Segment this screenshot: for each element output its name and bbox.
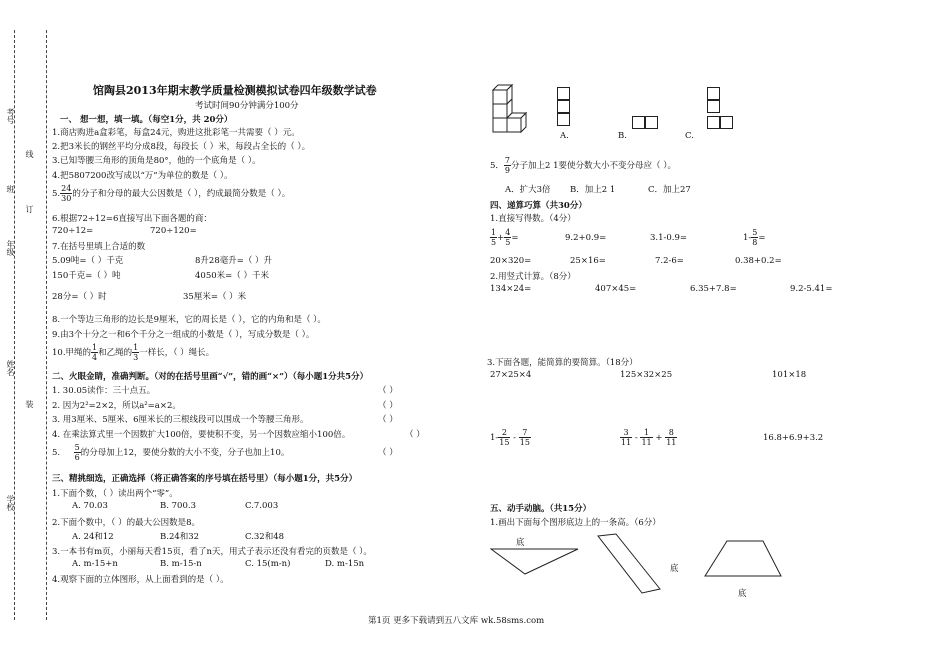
fraction: $\frac{1}{5}$: [491, 228, 497, 247]
fraction: $\frac{5}{6}$: [74, 443, 80, 462]
fraction: $\frac{1}{11}$: [641, 428, 652, 447]
section4-heading: 四、递算巧算（共30分）: [490, 201, 587, 211]
s3-q3-optC: C. 15(m-n): [245, 559, 291, 569]
s1-q7e: 28分=（ ）时: [52, 292, 107, 302]
margin-kaohao: 考号: [6, 108, 15, 124]
trapezoid-shape: [703, 540, 783, 581]
s2-paren2: （ ）: [378, 401, 398, 411]
s1-q7c: 150千克=（ ）吨: [52, 271, 121, 281]
optA-cell: [557, 100, 570, 113]
s4-e2: 9.2+0.9=: [565, 233, 607, 243]
section1-heading: 一、 想一想，填一填。（每空1分，共 20分）: [60, 115, 233, 125]
margin-ban: 班: [6, 185, 15, 193]
s3-q1-optB: B. 700.3: [160, 501, 196, 511]
optB-cell: [632, 116, 645, 129]
s2-paren5: （ ）: [378, 448, 398, 458]
s4-s3: 101×18: [772, 370, 807, 380]
margin-nianji: 年级: [6, 240, 15, 256]
s5-sub1: 1.画出下面每个图形底边上的一条高。（6分）: [490, 518, 661, 528]
fraction: $\frac{3}{11}$: [621, 428, 632, 447]
s3-q3-optD: D. m-15n: [325, 559, 365, 569]
s2-item4: 4. 在乘法算式里一个因数扩大100倍，要使积不变，另一个因数应缩小100倍。: [52, 430, 351, 440]
s1-q9: 9.由3个十分之一和6个千分之一组成的小数是（ ），写成分数是（ ）。: [52, 330, 315, 340]
s4-e8: 0.38+0.2=: [735, 256, 782, 266]
s4-s4: 1- $\frac{2}{15}$ - $\frac{7}{15}$: [490, 428, 530, 447]
s3-q2-optA: A. 24和12: [72, 532, 114, 542]
s3-q5-optB: B．加上2 1: [570, 185, 616, 195]
s4-v1: 134×24=: [490, 284, 532, 294]
margin-xian: 线: [25, 150, 34, 158]
s2-item1: 1. 30.05读作：三十点五。: [52, 386, 156, 396]
parallelogram-shape: [596, 533, 662, 600]
s3-q1-optC: C.7.003: [245, 501, 279, 511]
fraction: $\frac{24}{30}$: [61, 184, 72, 203]
s3-q4-optB: B.: [618, 131, 627, 141]
s4-s2: 125×32×25: [620, 370, 673, 380]
s4-s6: 16.8+6.9+3.2: [763, 433, 824, 443]
s2-item2: 2. 因为2²=2×2，所以a²=a×2。: [52, 401, 181, 411]
section3-heading: 三、精挑细选，正确选择（将正确答案的序号填在括号里）（每小题1分，共5分）: [52, 474, 358, 484]
s1-q5: 5. $\frac{24}{30}$ 的分子和分母的最大公因数是（ ），约成最简分数是（ ）。: [52, 184, 291, 203]
s3-q4: 4.观察下面的立体图形，从上面看到的是（ ）。: [52, 575, 229, 585]
triangle-base-label: 底: [516, 538, 525, 548]
s1-q1: 1.商店购进a盒彩笔，每盒24元，购进这批彩笔一共需要（ ）元。: [52, 128, 300, 138]
section5-heading: 五、动手动脑。（共15分）: [490, 504, 592, 514]
s3-q2-optC: C.32和48: [245, 532, 285, 542]
optA-cell: [557, 87, 570, 100]
s2-item3: 3. 用3厘米、5厘米、6厘米长的三根线段可以围成一个等腰三角形。: [52, 415, 309, 425]
margin-zhuang: 装: [25, 400, 34, 408]
s3-q2-optB: B.24和32: [160, 532, 200, 542]
s4-e7: 7.2-6=: [655, 256, 684, 266]
s3-q5-optC: C．加上27: [648, 185, 691, 195]
cube-figure-3d: [490, 82, 540, 142]
s4-e6: 25×16=: [570, 256, 606, 266]
s4-s5: $\frac{3}{11}$ - $\frac{1}{11}$ + $\frac{8}{11}$: [621, 428, 677, 447]
s4-e4: 1- $\frac{5}{8}$ =: [743, 228, 766, 247]
s3-q3-optA: A. m-15+n: [72, 559, 118, 569]
s4-sub3: 3.下面各题，能简算的要简算。（18分）: [487, 358, 638, 368]
s3-q3: 3.一本书有m页，小丽每天看15页，看了n天，用式子表示还没有看完的页数是（ ）。: [52, 547, 372, 557]
s3-q3-optB: B. m-15-n: [160, 559, 202, 569]
fraction: $\frac{1}{3}$: [133, 343, 139, 362]
s2-paren1: （ ）: [378, 386, 398, 396]
s1-q6b: 720÷120=: [150, 226, 197, 236]
s3-q2: 2.下面个数中，（ ）的最大公因数是8。: [52, 518, 200, 528]
s1-q8: 8.一个等边三角形的边长是9厘米，它的周长是（ ），它的内角和是（ ）。: [52, 315, 326, 325]
optC-cell: [707, 100, 720, 113]
s4-e3: 3.1-0.9=: [650, 233, 688, 243]
s1-q10: 10.甲绳的 $\frac{1}{4}$ 和乙绳的 $\frac{1}{3}$ 一样长，（ ）绳长。: [52, 343, 215, 362]
s1-q7d: 4050米=（ ）千米: [195, 271, 269, 281]
s2-item5: 5. $\frac{5}{6}$ 的分母加上12，要使分数的大小不变，分子也加上10。: [52, 443, 290, 462]
s4-s1: 27×25×4: [490, 370, 532, 380]
margin-xuexiao: 学校: [6, 495, 15, 511]
fraction: $\frac{8}{11}$: [666, 428, 677, 447]
s3-q4-optC: C.: [685, 131, 694, 141]
s4-e5: 20×320=: [490, 256, 532, 266]
triangle-shape: [490, 548, 580, 581]
s1-q7a: 5.09吨=（ ）千克: [52, 256, 124, 266]
s1-q2: 2.把3米长的钢丝平均分成8段，每段长（ ）米，每段占全长的（ ）。: [52, 142, 311, 152]
trapezoid-base-label: 底: [738, 589, 747, 599]
optA-cell: [557, 113, 570, 126]
s4-v4: 9.2-5.41=: [790, 284, 833, 294]
fraction: $\frac{2}{15}$: [499, 428, 510, 447]
binding-line-inner: [46, 30, 47, 620]
s1-q6: 6.根据72÷12=6直接写出下面各题的商：: [52, 214, 212, 224]
fraction: $\frac{1}{4}$: [92, 343, 98, 362]
exam-subtitle: 考试时间90分钟满分100分: [195, 101, 299, 111]
fraction: $\frac{5}{8}$: [752, 228, 758, 247]
page-footer: 第1页 更多下载请到五八文库 wk.58sms.com: [368, 616, 545, 626]
margin-ding: 订: [25, 205, 34, 213]
optB-cell: [645, 116, 658, 129]
s3-q5-optA: A．扩大3倍: [505, 185, 551, 195]
s1-q7: 7.在括号里填上合适的数: [52, 242, 146, 252]
s4-v2: 407×45=: [595, 284, 637, 294]
s3-q1: 1.下面个数，（ ）读出两个“零”。: [52, 489, 178, 499]
s3-q5: 5． $\frac{7}{9}$ 分子加上2 1要使分数大小不变分母应（ ）。: [490, 156, 676, 175]
margin-xingming: 姓名: [6, 360, 15, 376]
s4-sub1: 1.直接写得数。（4分）: [490, 214, 576, 224]
optC-cell: [720, 116, 733, 129]
exam-title: 馆陶县2013年期末教学质量检测模拟试卷四年级数学试卷: [93, 84, 377, 97]
s1-q7f: 35厘米=（ ）米: [183, 292, 247, 302]
s2-paren3: （ ）: [378, 415, 398, 425]
s4-sub2: 2.用竖式计算。（8分）: [490, 272, 576, 282]
fraction: $\frac{7}{9}$: [504, 156, 511, 175]
s2-paren4: （ ）: [405, 430, 425, 440]
optC-cell: [707, 116, 720, 129]
parallelogram-base-label: 底: [670, 564, 679, 574]
section2-heading: 二、火眼金睛，准确判断。（对的在括号里画“√”，错的画“×”）（每小题1分共5分）: [52, 372, 369, 382]
optC-cell: [707, 87, 720, 100]
s1-q6a: 720÷12=: [52, 226, 94, 236]
fraction: $\frac{4}{5}$: [505, 228, 511, 247]
s3-q1-optA: A. 70.03: [72, 501, 108, 511]
fraction: $\frac{7}{15}$: [519, 428, 530, 447]
s1-q3: 3.已知等腰三角形的顶角是80°，他的一个底角是（ ）。: [52, 156, 261, 166]
s4-e1: $\frac{1}{5}$ + $\frac{4}{5}$ =: [491, 228, 519, 247]
s1-q4: 4.把5807200改写成以“万”为单位的数是（ ）。: [52, 171, 233, 181]
s1-q7b: 8升28毫升=（ ）升: [195, 256, 273, 266]
s3-q4-optA: A.: [560, 131, 569, 141]
s4-v3: 6.35+7.8=: [690, 284, 737, 294]
